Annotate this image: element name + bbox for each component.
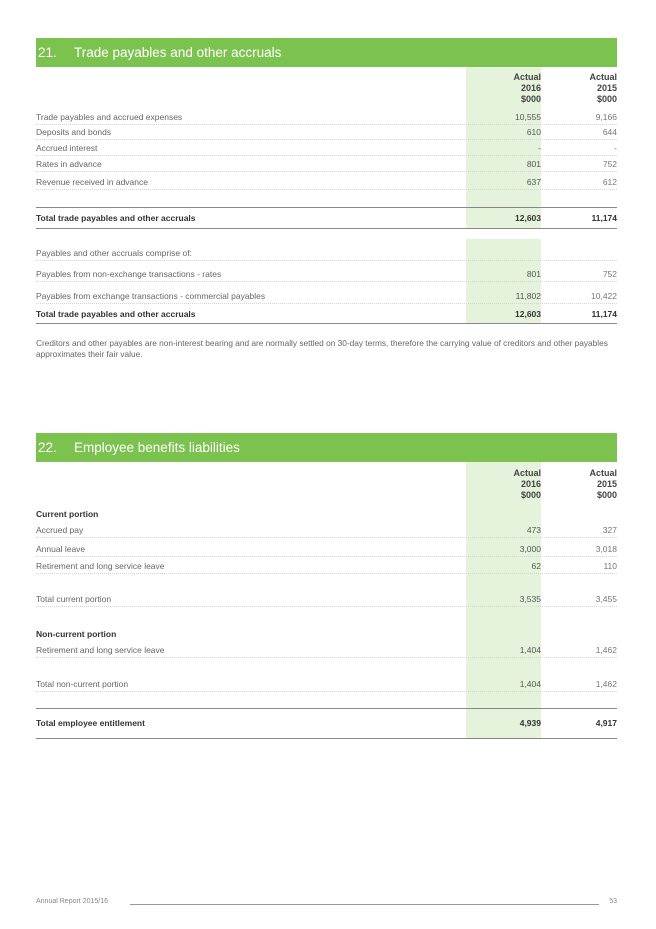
value-2015: 644 (602, 127, 617, 137)
row-label: Non-current portion (36, 629, 117, 639)
subtotal-row (36, 677, 617, 692)
row-label: Annual leave (36, 544, 86, 554)
row-label: Payables from exchange transactions - commercial payables (36, 291, 266, 301)
table-row (36, 267, 617, 282)
table-row (36, 125, 617, 140)
col-head-line: $000 (596, 490, 617, 500)
table-row (36, 289, 617, 304)
value-2016: 62 (531, 561, 541, 571)
table-row (36, 643, 617, 658)
section-22-header (36, 433, 617, 462)
value-2016: 11,802 (515, 291, 541, 301)
value-2015: 752 (602, 269, 617, 279)
row-label: Retirement and long service leave (36, 645, 165, 655)
table-row (36, 157, 617, 172)
col-head-line: 2016 (520, 83, 541, 93)
table-row (36, 542, 617, 557)
value-2016: 1,404 (519, 679, 541, 689)
table-row (36, 141, 617, 156)
value-2015: 612 (602, 177, 617, 187)
value-2016: 610 (526, 127, 541, 137)
row-label: Deposits and bonds (36, 127, 112, 137)
subheading-current (36, 507, 617, 522)
value-2016: 12,603 (515, 309, 541, 319)
table-row (36, 110, 617, 125)
value-2015: 9,166 (595, 112, 617, 122)
row-label: Rates in advance (36, 159, 102, 169)
row-label: Total trade payables and other accruals (36, 213, 196, 223)
page-number: 53 (609, 898, 617, 905)
page-footer (36, 898, 617, 910)
col-head-line: Actual (513, 72, 541, 82)
value-2016: 801 (526, 159, 541, 169)
row-label: Payables and other accruals comprise of: (36, 248, 192, 258)
value-2015: 10,422 (591, 291, 617, 301)
col-head-line: 2015 (596, 479, 617, 489)
value-2015: 110 (603, 561, 617, 571)
total-row (36, 305, 617, 324)
value-2016: 4,939 (519, 718, 541, 728)
col-head-line: $000 (596, 94, 617, 104)
row-label: Total trade payables and other accruals (36, 309, 196, 319)
col-head-line: 2016 (520, 479, 541, 489)
row-label: Current portion (36, 509, 99, 519)
value-2016: 473 (526, 525, 541, 535)
col-head-line: $000 (520, 94, 541, 104)
value-2015: 1,462 (595, 679, 617, 689)
footer-report-title: Annual Report 2015/16 (36, 898, 108, 905)
col-head-line: $000 (520, 490, 541, 500)
section-21-header (36, 38, 617, 67)
value-2015: 3,455 (595, 594, 617, 604)
table-row (36, 175, 617, 190)
value-2016: 801 (526, 269, 541, 279)
value-2015: 11,174 (591, 309, 617, 319)
table-row (36, 523, 617, 538)
value-2016: 10,555 (515, 112, 541, 122)
row-label: Accrued interest (36, 143, 98, 153)
value-2016: 1,404 (519, 645, 541, 655)
grand-total-row (36, 708, 617, 739)
row-label: Total employee entitlement (36, 718, 145, 728)
note-paragraph: Creditors and other payables are non-interest bearing and are normally settled on 30-day terms, therefore the carrying value of creditors and other payables approximates their fair value. (36, 338, 608, 359)
total-row (36, 207, 617, 229)
trade-payables-table (36, 67, 617, 327)
column-header-2016 (466, 468, 541, 501)
col-head-line: Actual (513, 468, 541, 478)
section-number: 22. (38, 440, 57, 455)
value-2015: 327 (602, 525, 617, 535)
value-2015: 11,174 (591, 213, 617, 223)
table-row (36, 559, 617, 574)
column-header-2015 (547, 72, 617, 105)
col-head-line: Actual (589, 72, 617, 82)
row-label: Retirement and long service leave (36, 561, 165, 571)
section-title: Trade payables and other accruals (74, 45, 282, 60)
value-2015: 4,917 (595, 718, 617, 728)
value-2015: 1,462 (595, 645, 617, 655)
value-2015: 3,018 (595, 544, 617, 554)
value-2015: - (614, 143, 617, 153)
row-label: Total non-current portion (36, 679, 129, 689)
col-head-line: Actual (589, 468, 617, 478)
value-2016: 3,535 (519, 594, 541, 604)
column-header-2015 (547, 468, 617, 501)
column-header-2016 (466, 72, 541, 105)
subtotal-row (36, 592, 617, 607)
value-2016: 3,000 (519, 544, 541, 554)
value-2016: - (538, 143, 541, 153)
row-label: Payables from non-exchange transactions - rates (36, 269, 222, 279)
subheading-row (36, 246, 617, 261)
value-2015: 752 (602, 159, 617, 169)
row-label: Trade payables and accrued expenses (36, 112, 183, 122)
section-number: 21. (38, 45, 57, 60)
row-label: Accrued pay (36, 525, 84, 535)
employee-benefits-table (36, 462, 617, 742)
value-2016: 12,603 (515, 213, 541, 223)
row-label: Total current portion (36, 594, 112, 604)
row-label: Revenue received in advance (36, 177, 148, 187)
value-2016: 637 (526, 177, 541, 187)
section-title: Employee benefits liabilities (74, 440, 240, 455)
footer-divider (130, 904, 599, 905)
subheading-noncurrent (36, 627, 617, 642)
col-head-line: 2015 (596, 83, 617, 93)
